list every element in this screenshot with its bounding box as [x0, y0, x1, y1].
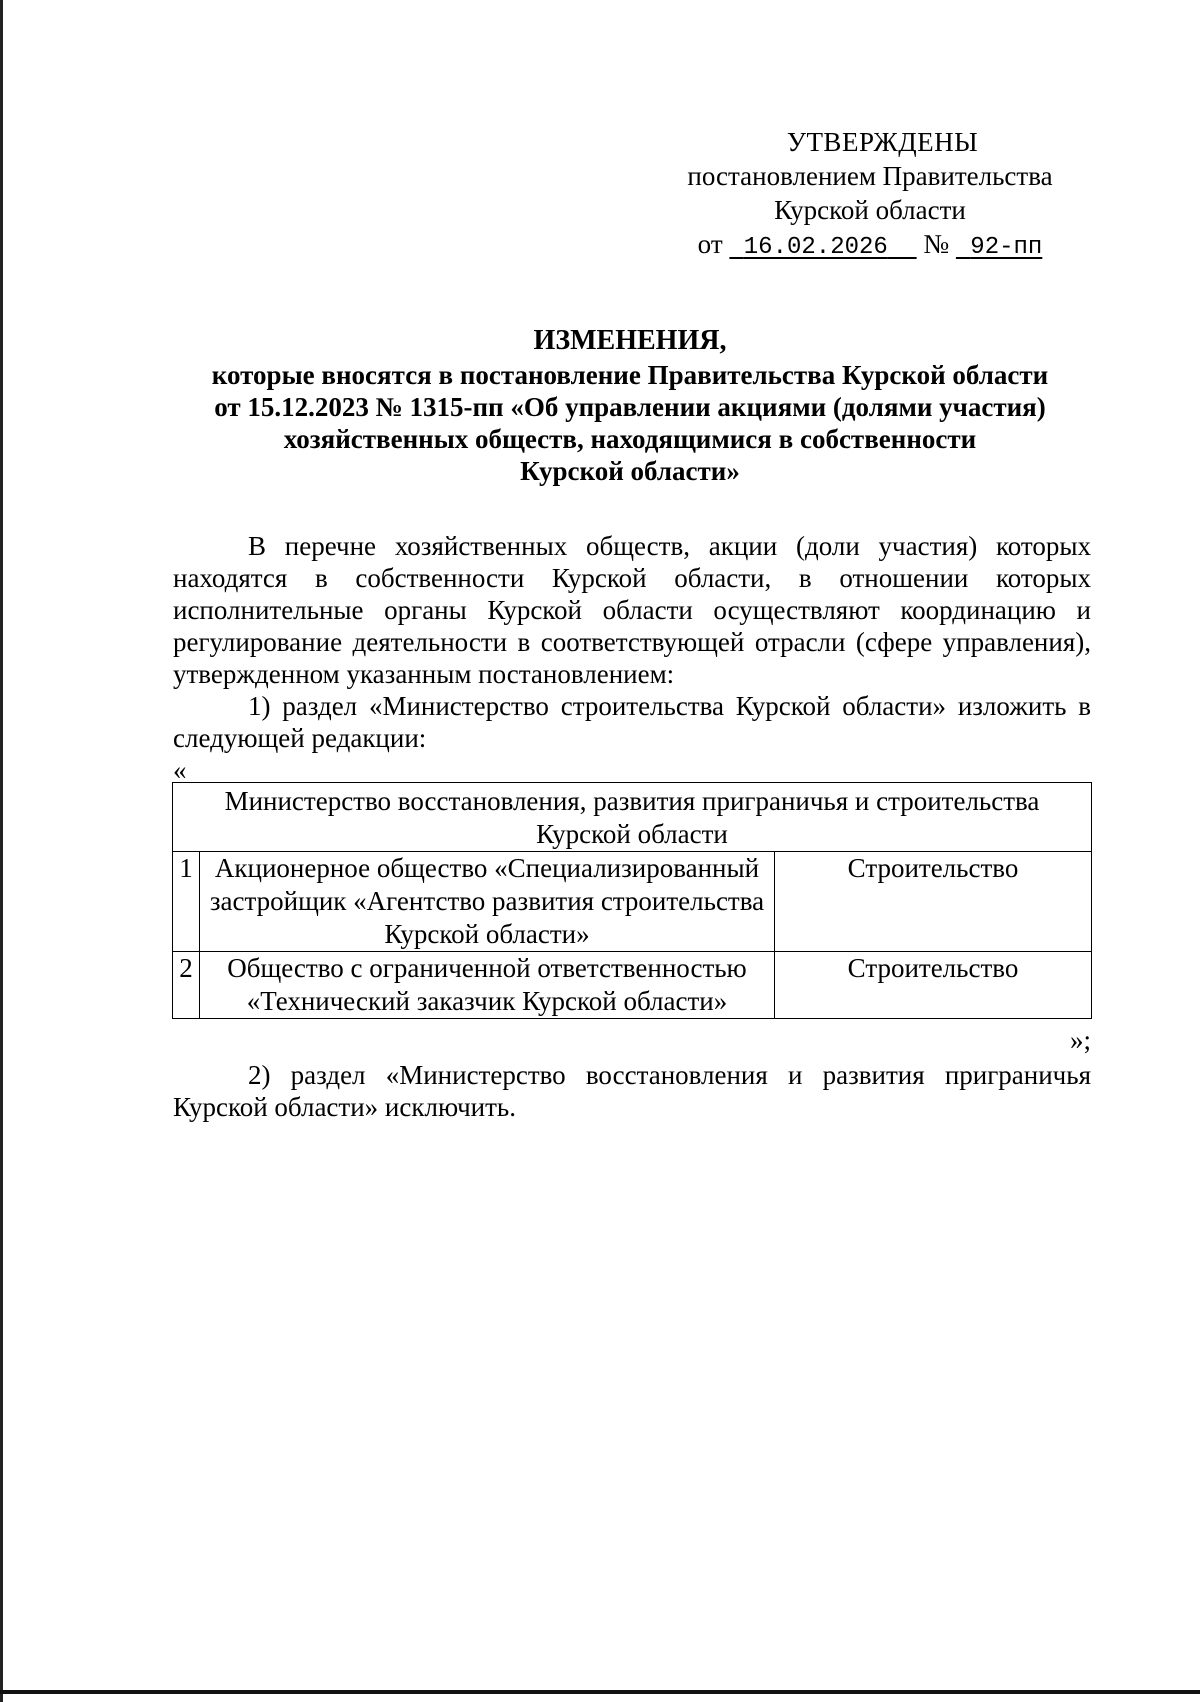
- document-heading: [170, 325, 1090, 487]
- number-prefix: №: [923, 229, 950, 259]
- heading-line-2: от 15.12.2023 № 1315-пп «Об управлении акциями (долями участия): [214, 392, 1046, 422]
- sector: Строительство: [775, 852, 1092, 952]
- organization-name: Акционерное общество «Специализированный застройщик «Агентство развития строительства Курской области»: [200, 852, 775, 952]
- heading-title: ИЗМЕНЕНИЯ,: [533, 325, 727, 356]
- heading-line-1: которые вносятся в постановление Правительства Курской области: [211, 360, 1049, 390]
- approval-line-region: Курской области: [774, 195, 966, 225]
- document-body: [173, 530, 1091, 1123]
- heading-line-3: хозяйственных обществ, находящимися в собственности: [283, 424, 977, 454]
- date-value: 16.02.2026: [743, 234, 888, 261]
- approval-title: УТВЕРЖДЕНЫ: [786, 127, 979, 157]
- number-value: 92-пп: [970, 234, 1043, 261]
- organization-name: Общество с ограниченной ответственностью «Технический заказчик Курской области»: [200, 952, 775, 1019]
- section-title: Министерство восстановления, развития приграничья и строительства Курской области: [173, 783, 1092, 852]
- approval-date-line: [660, 227, 1080, 265]
- item-2-paragraph: 2) раздел «Министерство восстановления и развития приграничья Курской области» исключить.: [173, 1060, 1091, 1122]
- quote-open: «: [173, 755, 187, 785]
- date-prefix: от: [697, 229, 723, 259]
- quote-close: »;: [1069, 1025, 1091, 1055]
- approval-block: [660, 125, 1080, 265]
- heading-line-4: Курской области»: [520, 456, 740, 486]
- table-row: [173, 952, 1092, 1019]
- scan-edge-bottom: [0, 1690, 1200, 1694]
- organizations-table: [172, 782, 1092, 1019]
- table-row: [173, 852, 1092, 952]
- approval-line-government: постановлением Правительства: [687, 161, 1053, 191]
- row-number: 1: [173, 852, 200, 952]
- item-1-paragraph: 1) раздел «Министерство строительства Курской области» изложить в следующей редакции:: [173, 691, 1091, 753]
- sector: Строительство: [775, 952, 1092, 1019]
- row-number: 2: [173, 952, 200, 1019]
- table-section-row: [173, 783, 1092, 852]
- intro-paragraph: В перечне хозяйственных обществ, акции (доли участия) которых находятся в собственности Курской области, в отношении которых исполнительные органы Курской области осуществляют координацию и регулирование деятельности в соответствующей отрасли (сфере управления), утвержденном указанным постановлением:: [173, 531, 1091, 689]
- scan-edge-left: [0, 0, 3, 1702]
